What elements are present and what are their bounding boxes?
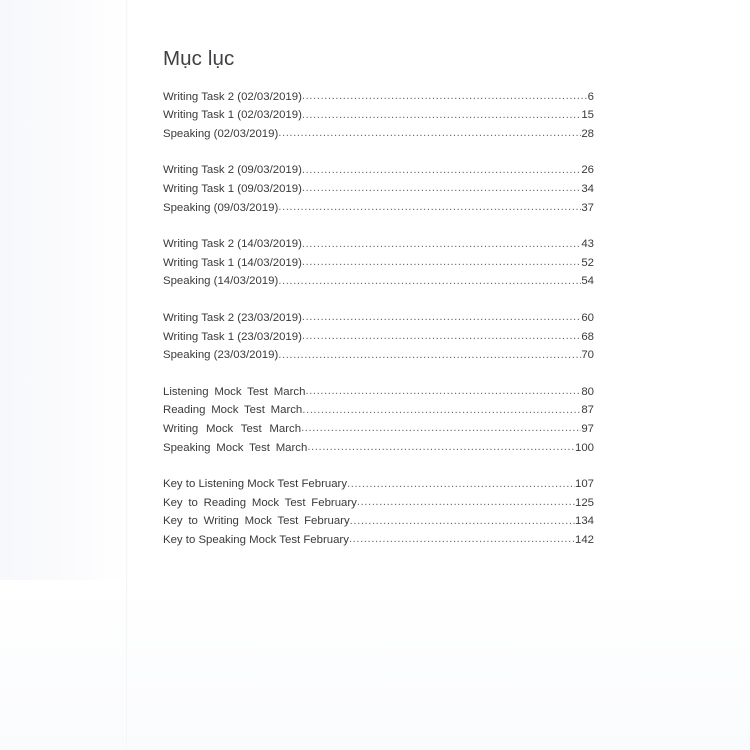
toc-entry-label: Listening Mock Test March bbox=[163, 385, 306, 398]
toc-entry-page-number: 100 bbox=[574, 441, 594, 454]
toc-entry-page-number: 43 bbox=[581, 238, 594, 251]
toc-entry-page-number: 28 bbox=[581, 127, 594, 140]
toc-entry-page-number: 107 bbox=[574, 478, 594, 491]
toc-dot-leader bbox=[302, 88, 588, 104]
toc-entry-page-number: 97 bbox=[581, 422, 594, 435]
toc-entry-label: Writing Task 1 (23/03/2019) bbox=[163, 330, 302, 343]
toc-group bbox=[163, 307, 594, 363]
toc-entry[interactable] bbox=[163, 437, 594, 456]
toc-dot-leader bbox=[302, 180, 581, 196]
toc-dot-leader bbox=[302, 254, 581, 270]
toc-entry-label: Reading Mock Test March bbox=[163, 404, 303, 417]
toc-entry-label: Speaking (02/03/2019) bbox=[163, 127, 279, 140]
toc-group bbox=[163, 86, 594, 142]
toc-dot-leader bbox=[307, 439, 575, 455]
toc-entry-page-number: 70 bbox=[581, 349, 594, 362]
toc-entry-page-number: 34 bbox=[581, 182, 594, 195]
table-of-contents bbox=[163, 46, 594, 548]
toc-dot-leader bbox=[350, 513, 575, 529]
toc-entry-label: Speaking (14/03/2019) bbox=[163, 275, 279, 288]
toc-entry-page-number: 60 bbox=[581, 311, 594, 324]
toc-entry-page-number: 26 bbox=[581, 164, 594, 177]
toc-group bbox=[163, 474, 594, 548]
page-title: Mục lục bbox=[163, 47, 235, 70]
toc-group bbox=[163, 160, 594, 216]
toc-entry[interactable] bbox=[163, 492, 594, 511]
toc-entry-label: Writing Task 1 (02/03/2019) bbox=[163, 109, 302, 122]
toc-entry[interactable] bbox=[163, 400, 594, 419]
toc-entry-label: Key to Speaking Mock Test February bbox=[163, 533, 349, 546]
toc-entry[interactable] bbox=[163, 252, 594, 271]
toc-entry[interactable] bbox=[163, 86, 594, 105]
toc-entry[interactable] bbox=[163, 474, 594, 493]
toc-entry[interactable] bbox=[163, 529, 594, 548]
toc-entry[interactable] bbox=[163, 381, 594, 400]
toc-dot-leader bbox=[302, 236, 581, 252]
toc-group-list bbox=[163, 86, 594, 548]
toc-entry-page-number: 142 bbox=[574, 533, 594, 546]
page-gutter-edge bbox=[126, 0, 128, 750]
toc-entry-label: Key to Reading Mock Test February bbox=[163, 496, 357, 509]
toc-entry-page-number: 52 bbox=[581, 256, 594, 269]
toc-entry-label: Writing Mock Test March bbox=[163, 422, 302, 435]
toc-entry-label: Writing Task 1 (14/03/2019) bbox=[163, 256, 302, 269]
toc-entry-label: Writing Task 2 (14/03/2019) bbox=[163, 238, 302, 251]
toc-dot-leader bbox=[305, 383, 581, 399]
toc-dot-leader bbox=[278, 199, 581, 215]
toc-entry[interactable] bbox=[163, 105, 594, 124]
toc-dot-leader bbox=[301, 420, 581, 436]
toc-dot-leader bbox=[302, 328, 581, 344]
toc-entry-label: Writing Task 1 (09/03/2019) bbox=[163, 182, 302, 195]
toc-entry[interactable] bbox=[163, 234, 594, 253]
toc-entry-label: Writing Task 2 (02/03/2019) bbox=[163, 90, 302, 103]
toc-dot-leader bbox=[278, 347, 581, 363]
toc-dot-leader bbox=[278, 125, 581, 141]
toc-entry[interactable] bbox=[163, 418, 594, 437]
toc-entry[interactable] bbox=[163, 271, 594, 290]
toc-entry[interactable] bbox=[163, 178, 594, 197]
toc-entry-page-number: 80 bbox=[581, 385, 594, 398]
toc-entry[interactable] bbox=[163, 123, 594, 142]
toc-entry-page-number: 68 bbox=[581, 330, 594, 343]
toc-entry[interactable] bbox=[163, 197, 594, 216]
toc-entry-page-number: 37 bbox=[581, 201, 594, 214]
toc-dot-leader bbox=[302, 107, 581, 123]
toc-dot-leader bbox=[357, 494, 575, 510]
toc-entry-label: Writing Task 2 (09/03/2019) bbox=[163, 164, 302, 177]
toc-entry[interactable] bbox=[163, 160, 594, 179]
toc-entry[interactable] bbox=[163, 307, 594, 326]
toc-entry-label: Speaking (09/03/2019) bbox=[163, 201, 279, 214]
toc-group bbox=[163, 381, 594, 455]
toc-entry[interactable] bbox=[163, 511, 594, 530]
toc-group bbox=[163, 234, 594, 290]
toc-entry-page-number: 6 bbox=[587, 90, 594, 103]
toc-entry-label: Speaking (23/03/2019) bbox=[163, 349, 279, 362]
toc-entry-page-number: 87 bbox=[581, 404, 594, 417]
toc-entry-label: Speaking Mock Test March bbox=[163, 441, 308, 454]
toc-entry-page-number: 134 bbox=[574, 515, 594, 528]
toc-dot-leader bbox=[349, 531, 575, 547]
toc-entry-label: Key to Listening Mock Test February bbox=[163, 478, 348, 491]
toc-dot-leader bbox=[347, 476, 575, 492]
toc-entry-page-number: 125 bbox=[574, 496, 594, 509]
toc-dot-leader bbox=[302, 162, 581, 178]
toc-dot-leader bbox=[278, 273, 581, 289]
toc-entry-label: Writing Task 2 (23/03/2019) bbox=[163, 311, 302, 324]
toc-entry-page-number: 15 bbox=[581, 109, 594, 122]
toc-dot-leader bbox=[302, 402, 581, 418]
toc-entry[interactable] bbox=[163, 326, 594, 345]
toc-entry[interactable] bbox=[163, 345, 594, 364]
toc-entry-page-number: 54 bbox=[581, 275, 594, 288]
page-bottom-shading bbox=[0, 580, 750, 750]
toc-entry-label: Key to Writing Mock Test February bbox=[163, 515, 350, 528]
toc-dot-leader bbox=[302, 309, 581, 325]
